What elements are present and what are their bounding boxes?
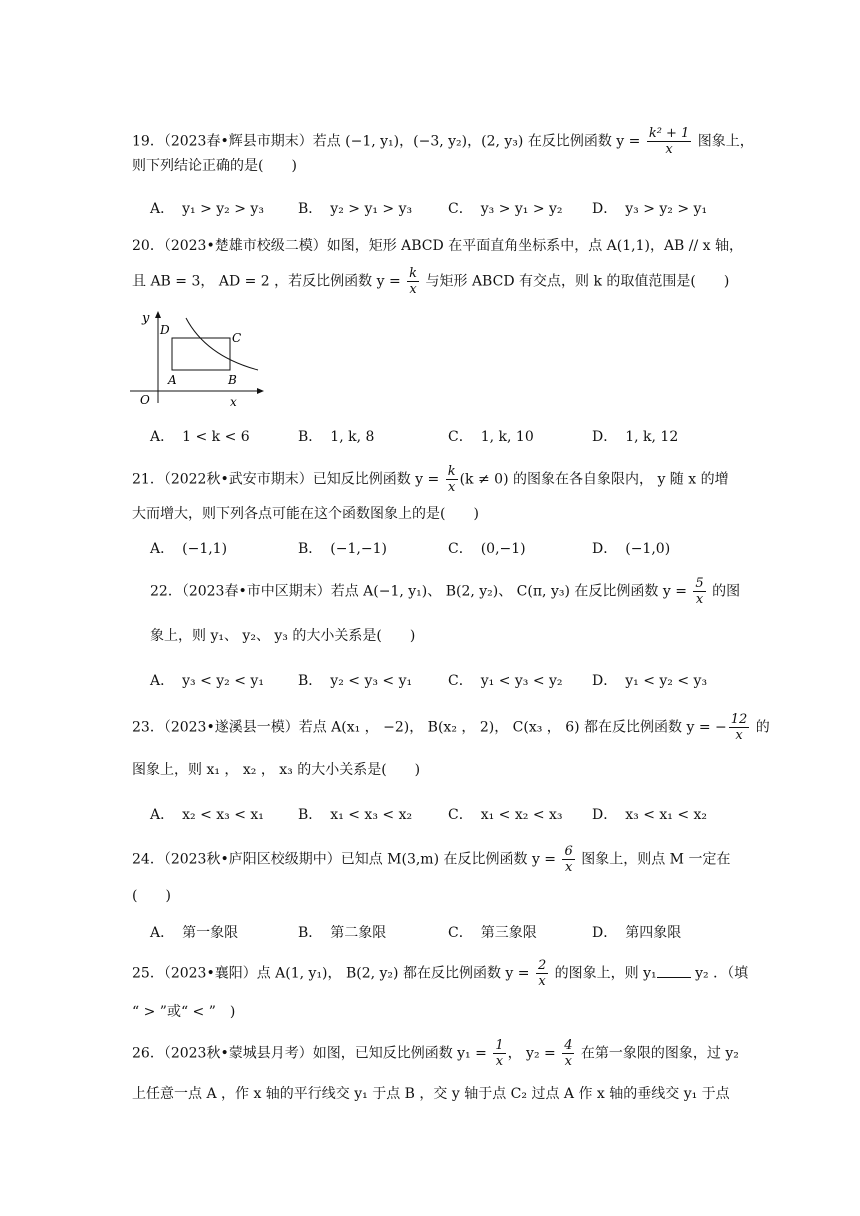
question-19-line1: [132, 126, 754, 157]
q25-fraction: $\frac{2}{x}$: [537, 958, 547, 989]
question-20-line1: [132, 236, 744, 256]
y-axis-arrow-icon: [155, 311, 161, 318]
q26-fraction-2: $\frac{4}{x}$: [564, 1038, 573, 1069]
question-21-line1: [132, 464, 732, 495]
q25-line2: “ > ”或“ < ” ): [132, 1004, 236, 1020]
q25-stem-end: y₂ ．（填: [690, 965, 749, 982]
question-23-line2: [132, 760, 732, 780]
q21-fraction: $\frac{k}{x}$: [447, 464, 456, 495]
q22-option-d[interactable]: D． y₁ < y₂ < y₃: [592, 673, 708, 689]
q22-stem: 22．（2023春•市中区期末）若点 A(−1, y₁)、 B(2, y₂)、 C(π, y₃) 在反比例函数 y =: [150, 583, 692, 600]
label-d: D: [160, 323, 170, 337]
q19-option-d[interactable]: D． y₃ > y₂ > y₁: [592, 201, 708, 217]
q24-stem: 24．（2023秋•庐阳区校级期中）已知点 M(3,m) 在反比例函数 y =: [132, 851, 561, 868]
q21-option-c[interactable]: C． (0,−1): [448, 541, 526, 557]
q21-option-d[interactable]: D． (−1,0): [592, 541, 671, 557]
q20-figure: [128, 308, 268, 408]
q23-option-a[interactable]: A． x₂ < x₃ < x₁: [150, 807, 264, 823]
q23-option-c[interactable]: C． x₁ < x₂ < x₃: [448, 807, 563, 823]
q24-option-d[interactable]: D． 第四象限: [592, 925, 682, 941]
q26-stem: 26．（2023秋•蒙城县月考）如图，已知反比例函数 y₁ =: [132, 1045, 492, 1062]
q19-stem: 19．（2023春•辉县市期末）若点 (−1, y₁)，(−3, y₂)，(2, y₃) 在反比例函数 y =: [132, 133, 645, 150]
q23-options: [150, 804, 740, 824]
q24-fraction: $\frac{6}{x}$: [564, 844, 573, 875]
q19-option-a[interactable]: A． y₁ > y₂ > y₃: [150, 201, 264, 217]
question-25-line2: [132, 1002, 732, 1022]
q20-fraction: $\frac{k}{x}$: [409, 266, 418, 297]
question-26-line1: [132, 1038, 739, 1069]
q21-stem-after: (k ≠ 0) 的图象在各自象限内， y 随 x 的增: [459, 471, 729, 488]
q24-stem-after: 图象上，则点 M 一定在: [576, 851, 731, 868]
question-25-line1: [132, 958, 749, 989]
q20-option-a[interactable]: A． 1 < k < 6: [150, 429, 250, 445]
question-20-line2: [132, 266, 732, 297]
question-19-line2: [132, 156, 732, 176]
q24-options: [150, 922, 740, 942]
label-x: x: [230, 395, 237, 408]
question-21-line2: [132, 504, 732, 524]
q20-option-b[interactable]: B． 1, k, 8: [298, 429, 375, 445]
q22-fraction: $\frac{5}{x}$: [695, 576, 704, 607]
q23-option-b[interactable]: B． x₁ < x₃ < x₂: [298, 807, 413, 823]
q22-line2: 象上，则 y₁、 y₂、 y₃ 的大小关系是( ): [150, 628, 416, 644]
label-o: O: [140, 393, 150, 407]
q25-answer-blank[interactable]: [657, 963, 691, 978]
q19-option-b[interactable]: B． y₂ > y₁ > y₃: [298, 201, 413, 217]
label-a: A: [168, 373, 177, 387]
q22-option-c[interactable]: C． y₁ < y₃ < y₂: [448, 673, 563, 689]
q21-options: [150, 538, 740, 558]
q19-frac-den: x: [665, 142, 673, 157]
label-y: y: [142, 311, 150, 326]
q20-option-c[interactable]: C． 1, k, 10: [448, 429, 534, 445]
q26-stem-mid: ， y₂ =: [507, 1045, 561, 1062]
q26-line2: 上任意一点 A ，作 x 轴的平行线交 y₁ 于点 B ，交 y 轴于点 C₂ 过点 A 作 x 轴的垂线交 y₁ 于点: [132, 1086, 730, 1102]
q21-option-a[interactable]: A． (−1,1): [150, 541, 228, 557]
label-b: B: [228, 373, 237, 387]
question-24-line2: [132, 886, 732, 906]
q22-stem-after: 的图: [707, 583, 741, 600]
q20-options: [150, 426, 740, 446]
q19-stem-after: 图象上，: [693, 133, 754, 150]
q26-fraction-1: $\frac{1}{x}$: [495, 1038, 504, 1069]
q25-stem-after: 的图象上，则 y₁: [550, 965, 657, 982]
question-23-line1: [132, 712, 770, 743]
q24-option-a[interactable]: A． 第一象限: [150, 925, 239, 941]
q19-fraction: [647, 126, 692, 157]
q19-option-c[interactable]: C． y₃ > y₁ > y₂: [448, 201, 563, 217]
q20-option-d[interactable]: D． 1, k, 12: [592, 429, 679, 445]
q21-option-b[interactable]: B． (−1,−1): [298, 541, 387, 557]
hyperbola-curve: [186, 318, 258, 370]
q23-line2: 图象上，则 x₁ ， x₂ ， x₃ 的大小关系是( ): [132, 762, 421, 778]
q20-line2-post: 与矩形 ABCD 有交点，则 k 的取值范围是( ): [421, 273, 730, 290]
q24-option-c[interactable]: C． 第三象限: [448, 925, 537, 941]
label-c: C: [232, 331, 242, 345]
q26-stem-after: 在第一象限的图象，过 y₂: [576, 1045, 739, 1062]
q23-option-d[interactable]: D． x₃ < x₁ < x₂: [592, 807, 708, 823]
q25-stem: 25．（2023•襄阳）点 A(1, y₁)， B(2, y₂) 都在反比例函数 y =: [132, 965, 534, 982]
q23-stem: 23．（2023•遂溪县一模）若点 A(x₁ ， −2)， B(x₂ ， 2)， C(x₃ ， 6) 都在反比例函数 y = −: [132, 719, 727, 736]
q20-stem: 20．（2023•楚雄市校级二模）如图，矩形 ABCD 在平面直角坐标系中，点 A(1,1)，AB // x 轴，: [132, 238, 744, 254]
q21-stem: 21．（2022秋•武安市期末）已知反比例函数 y =: [132, 471, 444, 488]
q19-options: [150, 198, 740, 218]
x-axis-arrow-icon: [257, 388, 264, 394]
rectangle-abcd: [172, 338, 230, 370]
q21-line2: 大而增大，则下列各点可能在这个函数图象上的是( ): [132, 506, 479, 522]
q23-stem-after: 的: [751, 719, 770, 736]
q19-frac-num: k² + 1: [648, 126, 690, 141]
q19-line2: 则下列结论正确的是( ): [132, 158, 297, 174]
question-24-line1: [132, 844, 732, 875]
q22-options: [150, 670, 740, 690]
q20-line2-pre: 且 AB = 3， AD = 2 ，若反比例函数 y =: [132, 273, 406, 290]
q24-option-b[interactable]: B． 第二象限: [298, 925, 387, 941]
q22-option-b[interactable]: B． y₂ < y₃ < y₁: [298, 673, 413, 689]
q24-line2: ( ): [132, 888, 171, 904]
q22-option-a[interactable]: A． y₃ < y₂ < y₁: [150, 673, 264, 689]
question-26-line2: [132, 1084, 732, 1104]
question-22-line2: [150, 626, 750, 646]
question-22-line1: [150, 576, 740, 607]
q23-fraction: $\frac{12}{x}$: [730, 712, 748, 743]
